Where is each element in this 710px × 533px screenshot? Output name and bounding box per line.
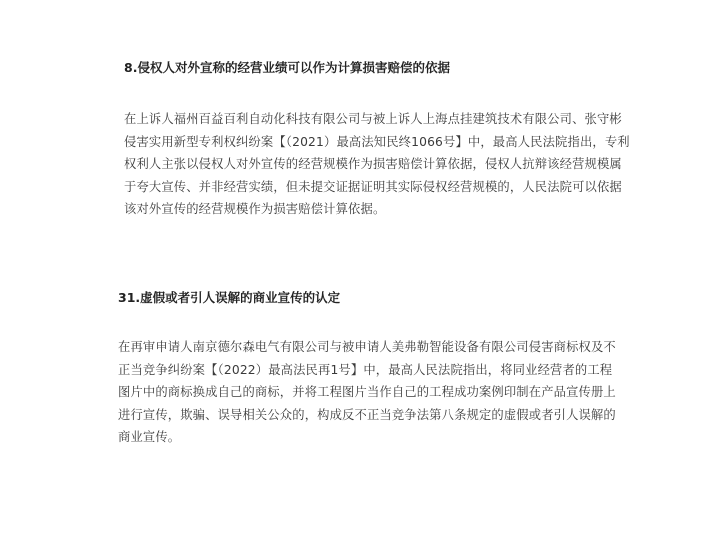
section-31 — [118, 288, 618, 449]
paragraph-line: 图片中的商标换成自己的商标，并将工程图片当作自己的工程成功案例印制在产品宣传册上 — [118, 385, 616, 399]
paragraph-line: 于夸大宣传、并非经营实绩，但未提交证据证明其实际侵权经营规模的，人民法院可以依据 — [124, 179, 622, 194]
paragraph-line: 进行宣传，欺骗、误导相关公众的，构成反不正当竞争法第八条规定的虚假或者引人误解的 — [118, 407, 616, 422]
section-paragraph — [124, 108, 630, 221]
paragraph-line: 权利人主张以侵权人对外宣传的经营规模作为损害赔偿计算依据，侵权人抗辩该经营规模属 — [124, 157, 622, 171]
paragraph-line: 在上诉人福州百益百利自动化科技有限公司与被上诉人上海点挂建筑技术有限公司、张守彬 — [124, 112, 622, 126]
paragraph-line: 侵害实用新型专利权纠纷案【（2021）最高法知民终1066号】中，最高人民法院指出，专利 — [124, 134, 630, 149]
paragraph-line: 正当竞争纠纷案【（2022）最高法民再1号】中，最高人民法院指出，将同业经营者的工程 — [118, 362, 613, 377]
section-8 — [124, 58, 630, 221]
section-paragraph — [118, 336, 618, 449]
section-heading: 8.侵权人对外宣称的经营业绩可以作为计算损害赔偿的依据 — [124, 60, 450, 75]
section-heading: 31.虚假或者引人误解的商业宣传的认定 — [118, 290, 341, 305]
paragraph-line: 该对外宣传的经营规模作为损害赔偿计算依据。 — [124, 202, 386, 216]
paragraph-line: 在再审申请人南京德尔森电气有限公司与被申请人美弗勒智能设备有限公司侵害商标权及不 — [118, 340, 616, 354]
paragraph-line: 商业宣传。 — [118, 430, 181, 444]
